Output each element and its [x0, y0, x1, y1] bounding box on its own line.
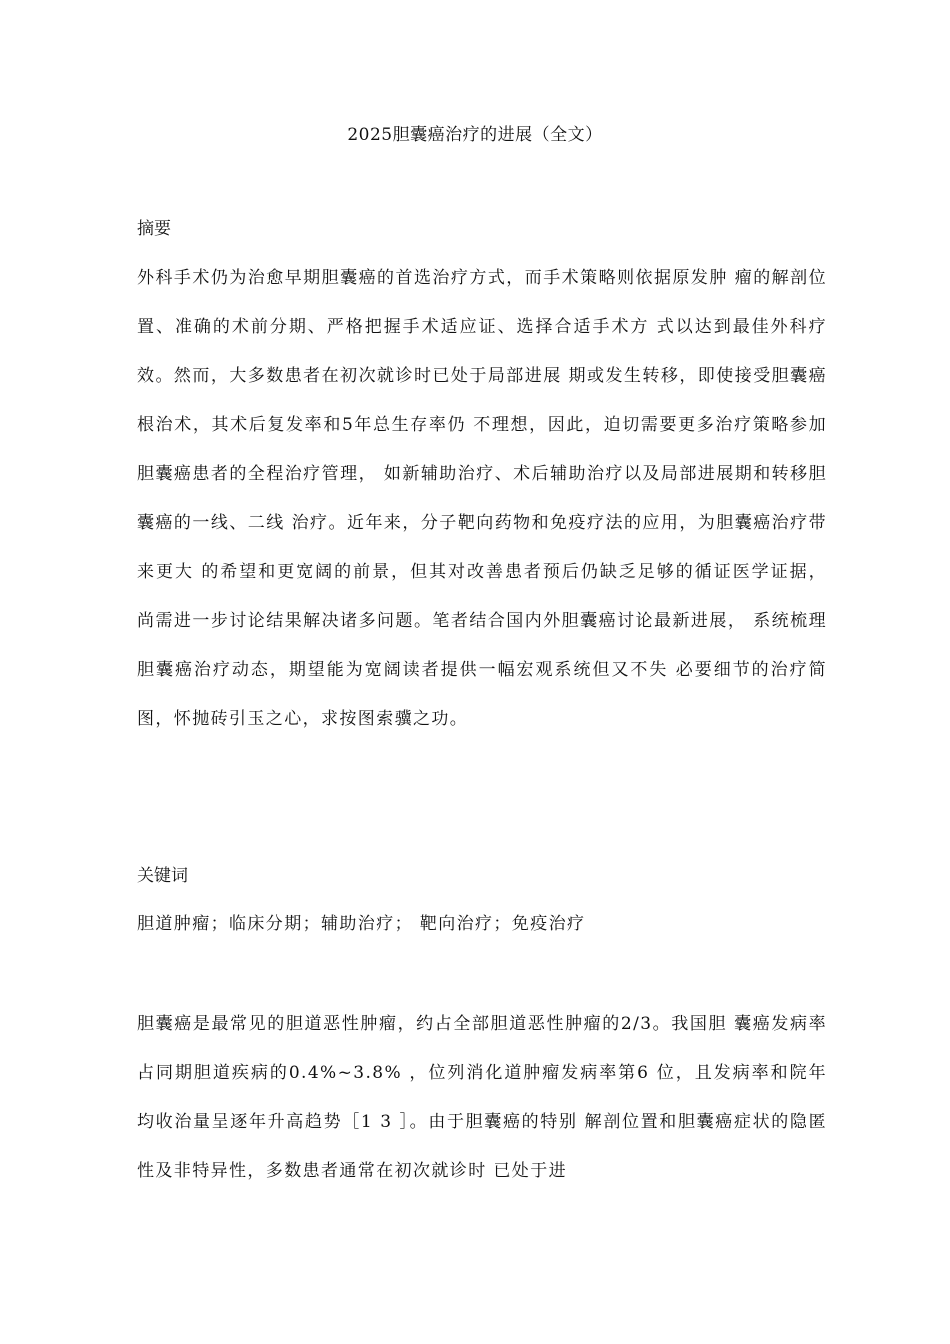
document-title: 2025胆囊癌治疗的进展（全文）: [347, 125, 603, 145]
abstract-paragraph: 外科手术仍为治愈早期胆囊癌的首选治疗方式，而手术策略则依据原发肿 瘤的解剖位置、准确的术前分期、严格把握手术适应证、选择合适手术方 式以达到最佳外科疗效。然而，大多数患者在初次就诊时已处于局部进展 期或发生转移，即使接受胆囊癌根治术，其术后复发率和5年总生存率仍 不理想，因此，迫切需要更多治疗策略参加胆囊癌患者的全程治疗管理， 如新辅助治疗、术后辅助治疗以及局部进展期和转移胆囊癌的一线、二线 治疗。近年来，分子靶向药物和免疫疗法的应用，为胆囊癌治疗带来更大 的希望和更宽阔的前景，但其对改善患者预后仍缺乏足够的循证医学证据， 尚需进一步讨论结果解决诸多问题。笔者结合国内外胆囊癌讨论最新进展， 系统梳理胆囊癌治疗动态，期望能为宽阔读者提供一幅宏观系统但又不失 必要细节的治疗简图，怀抛砖引玉之心，求按图索骥之功。: [137, 268, 827, 729]
body-paragraph: 胆囊癌是最常见的胆道恶性肿瘤，约占全部胆道恶性肿瘤的2/3。我国胆 囊癌发病率占同期胆道疾病的0.4%~3.8% ，位列消化道肿瘤发病率第6 位，且发病率和院年均收治量呈逐年升高趋势［1 3 ］。由于胆囊癌的特别 解剖位置和胆囊癌症状的隐匿性及非特异性，多数患者通常在初次就诊时 已处于进: [137, 1014, 827, 1181]
abstract-heading: 摘要: [137, 219, 171, 239]
body-section: [137, 1000, 827, 1196]
abstract-section: [137, 254, 827, 744]
keywords-list: 胆道肿瘤；临床分期；辅助治疗； 靶向治疗；免疫治疗: [137, 914, 586, 934]
keywords-heading: 关键词: [137, 866, 188, 886]
